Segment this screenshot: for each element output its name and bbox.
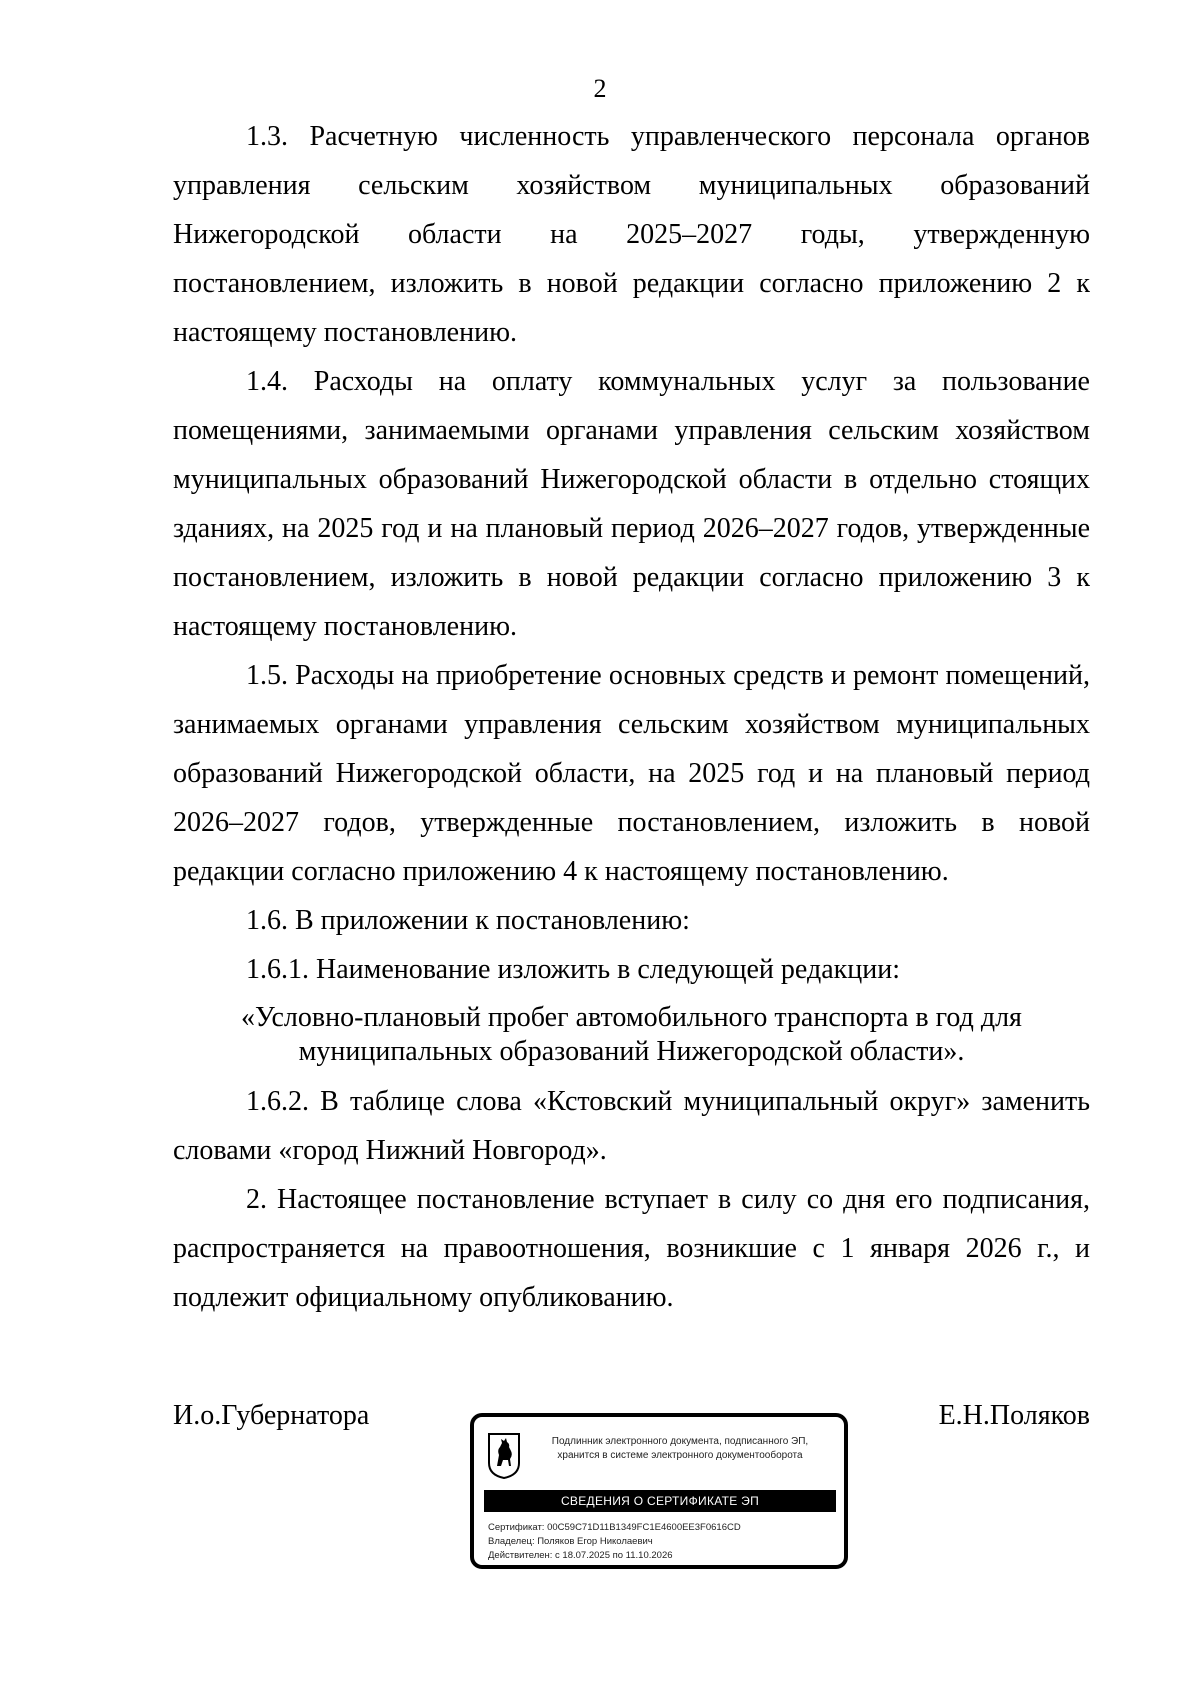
paragraph-2: 2. Настоящее постановление вступает в силу со дня его подписания, распространяется на правоотношения, возникшие с 1 января 2026 г., и подлежит официальному опубликованию. — [173, 1184, 1090, 1313]
certificate-number: Сертификат: 00C59C71D11B1349FC1E4600EE3F0616CD — [488, 1522, 741, 1533]
paragraph-1-6-2: 1.6.2. В таблице слова «Кстовский муниципальный округ» заменить словами «город Нижний Новгород». — [173, 1086, 1090, 1166]
paragraph-1-4: 1.4. Расходы на оплату коммунальных услуг за пользование помещениями, занимаемыми органами управления сельским хозяйством муниципальных образований Нижегородской области в отдельно стоящих зданиях, на 2025 год и на плановый период 2026–2027 годов, утвержденные постановлением, изложить в новой редакции согласно приложению 3 к настоящему постановлению. — [173, 366, 1090, 642]
document-body — [173, 112, 1090, 1322]
quoted-title-line-1: «Условно-плановый пробег автомобильного транспорта в год для — [241, 1002, 1022, 1033]
paragraph-1-3: 1.3. Расчетную численность управленческого персонала органов управления сельским хозяйством муниципальных образований Нижегородской области на 2025–2027 годы, утвержденную постановлением, изложить в новой редакции согласно приложению 2 к настоящему постановлению. — [173, 121, 1090, 348]
signer-name: Е.Н.Поляков — [938, 1400, 1090, 1431]
quoted-title-line-2: муниципальных образований Нижегородской области». — [298, 1036, 965, 1067]
certificate-validity: Действителен: с 18.07.2025 по 11.10.2026 — [488, 1550, 673, 1561]
coat-of-arms-icon — [488, 1433, 520, 1479]
certificate-info — [488, 1521, 838, 1563]
quoted-title — [173, 994, 1090, 1077]
stamp-header: СВЕДЕНИЯ О СЕРТИФИКАТЕ ЭП — [484, 1490, 836, 1512]
stamp-note — [530, 1435, 830, 1463]
electronic-signature-stamp — [470, 1413, 848, 1569]
paragraph-1-6-1: 1.6.1. Наименование изложить в следующей редакции: — [246, 954, 900, 985]
paragraph-1-5: 1.5. Расходы на приобретение основных средств и ремонт помещений, занимаемых органами управления сельским хозяйством муниципальных образований Нижегородской области, на 2025 год и на плановый период 2026–2027 годов, утвержденные постановлением, изложить в новой редакции согласно приложению 4 к настоящему постановлению. — [173, 660, 1090, 887]
stamp-note-line-1: Подлинник электронного документа, подписанного ЭП, — [551, 1436, 809, 1447]
signer-position: И.о.Губернатора — [173, 1400, 370, 1431]
stamp-note-line-2: хранится в системе электронного документооборота — [557, 1450, 803, 1461]
page-number: 2 — [593, 74, 607, 103]
certificate-owner: Владелец: Поляков Егор Николаевич — [488, 1536, 653, 1547]
paragraph-1-6: 1.6. В приложении к постановлению: — [246, 905, 690, 936]
